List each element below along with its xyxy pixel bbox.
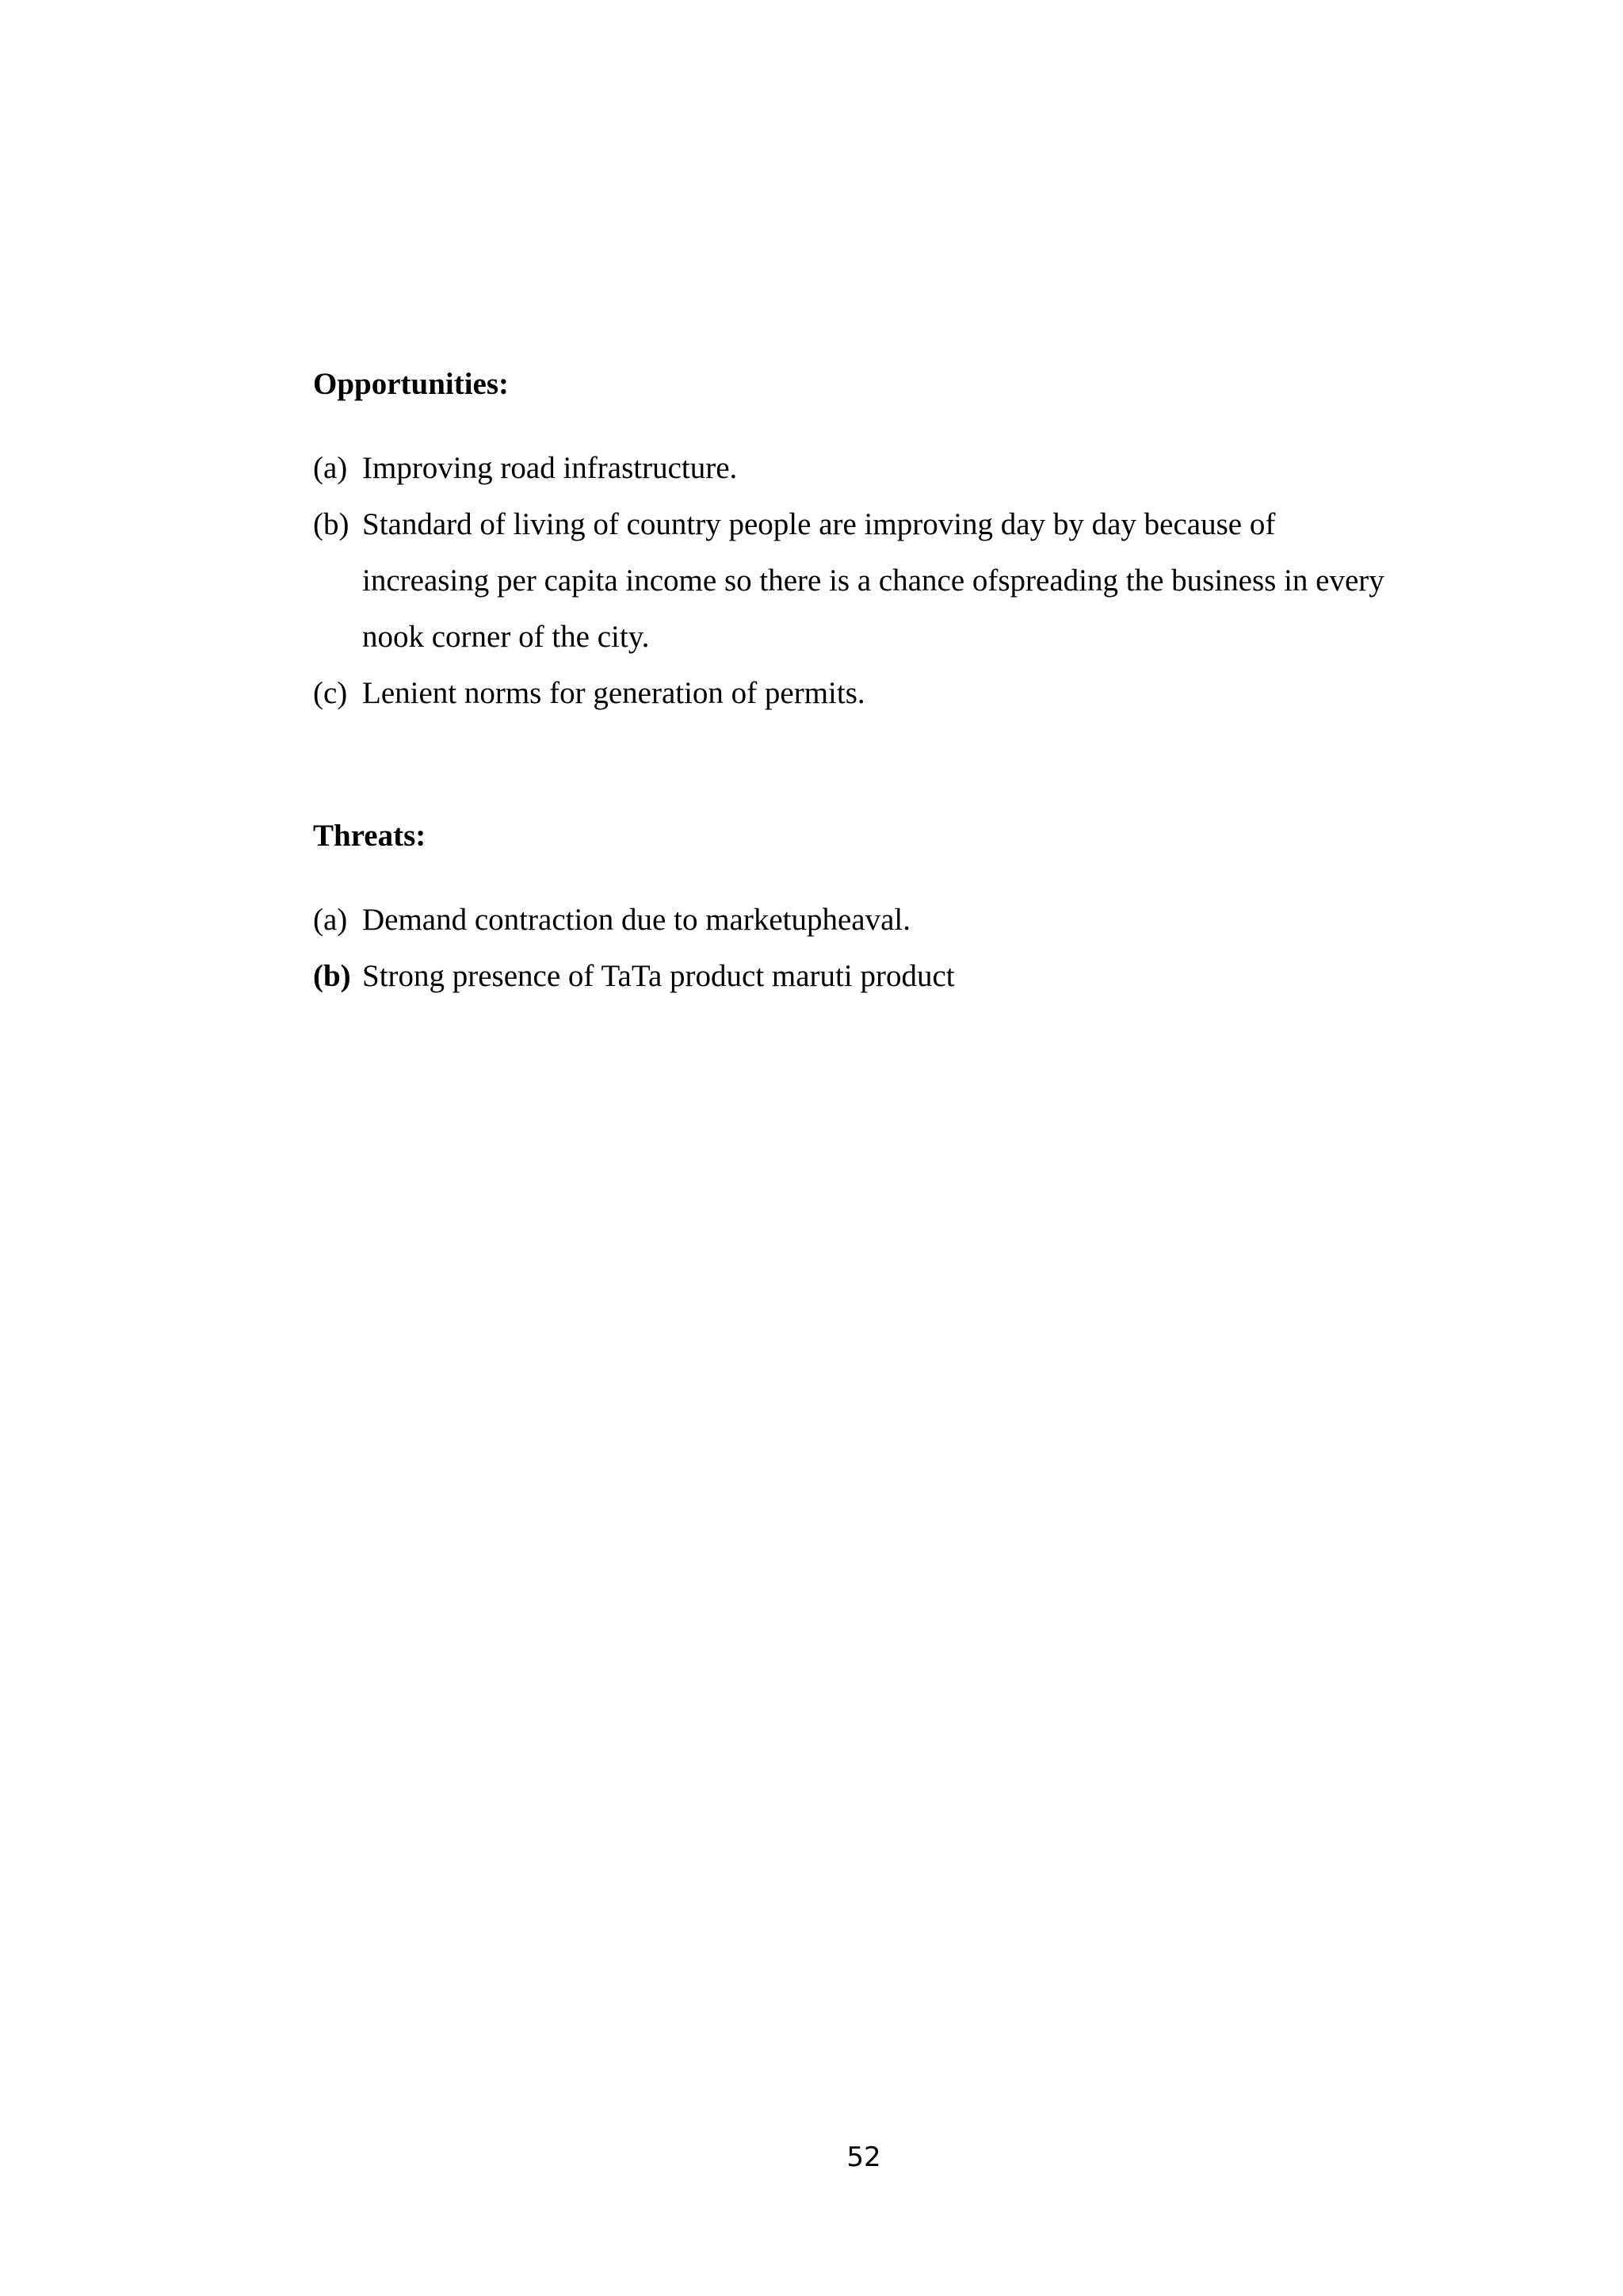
list-marker: (a): [313, 903, 348, 937]
page-number: 52: [846, 2141, 881, 2173]
list-marker: (b): [313, 959, 351, 993]
list-item-text: Standard of living of country people are improving day by day because of increasing per capita income so there is a chance ofspreading the business in every nook corner of the city.: [362, 507, 1384, 654]
list-item: [313, 440, 1391, 496]
opportunities-list: [313, 440, 1391, 721]
list-marker: (a): [313, 451, 348, 485]
opportunities-section: [313, 361, 1391, 721]
list-marker: (b): [313, 507, 349, 541]
list-item: [313, 892, 1391, 948]
threats-heading: Threats:: [313, 819, 426, 853]
list-item: [313, 665, 1391, 721]
opportunities-heading: Opportunities:: [313, 367, 510, 401]
list-item-text: Lenient norms for generation of permits.: [362, 676, 865, 710]
list-item-text: Strong presence of TaTa product maruti product: [362, 959, 955, 993]
list-marker: (c): [313, 676, 348, 710]
list-item-text: Improving road infrastructure.: [362, 451, 738, 485]
threats-list: [313, 892, 1391, 1004]
list-item: [313, 948, 1391, 1004]
list-item: [313, 496, 1391, 665]
list-item-text: Demand contraction due to marketupheaval.: [362, 903, 911, 937]
threats-section: [313, 812, 1391, 1004]
